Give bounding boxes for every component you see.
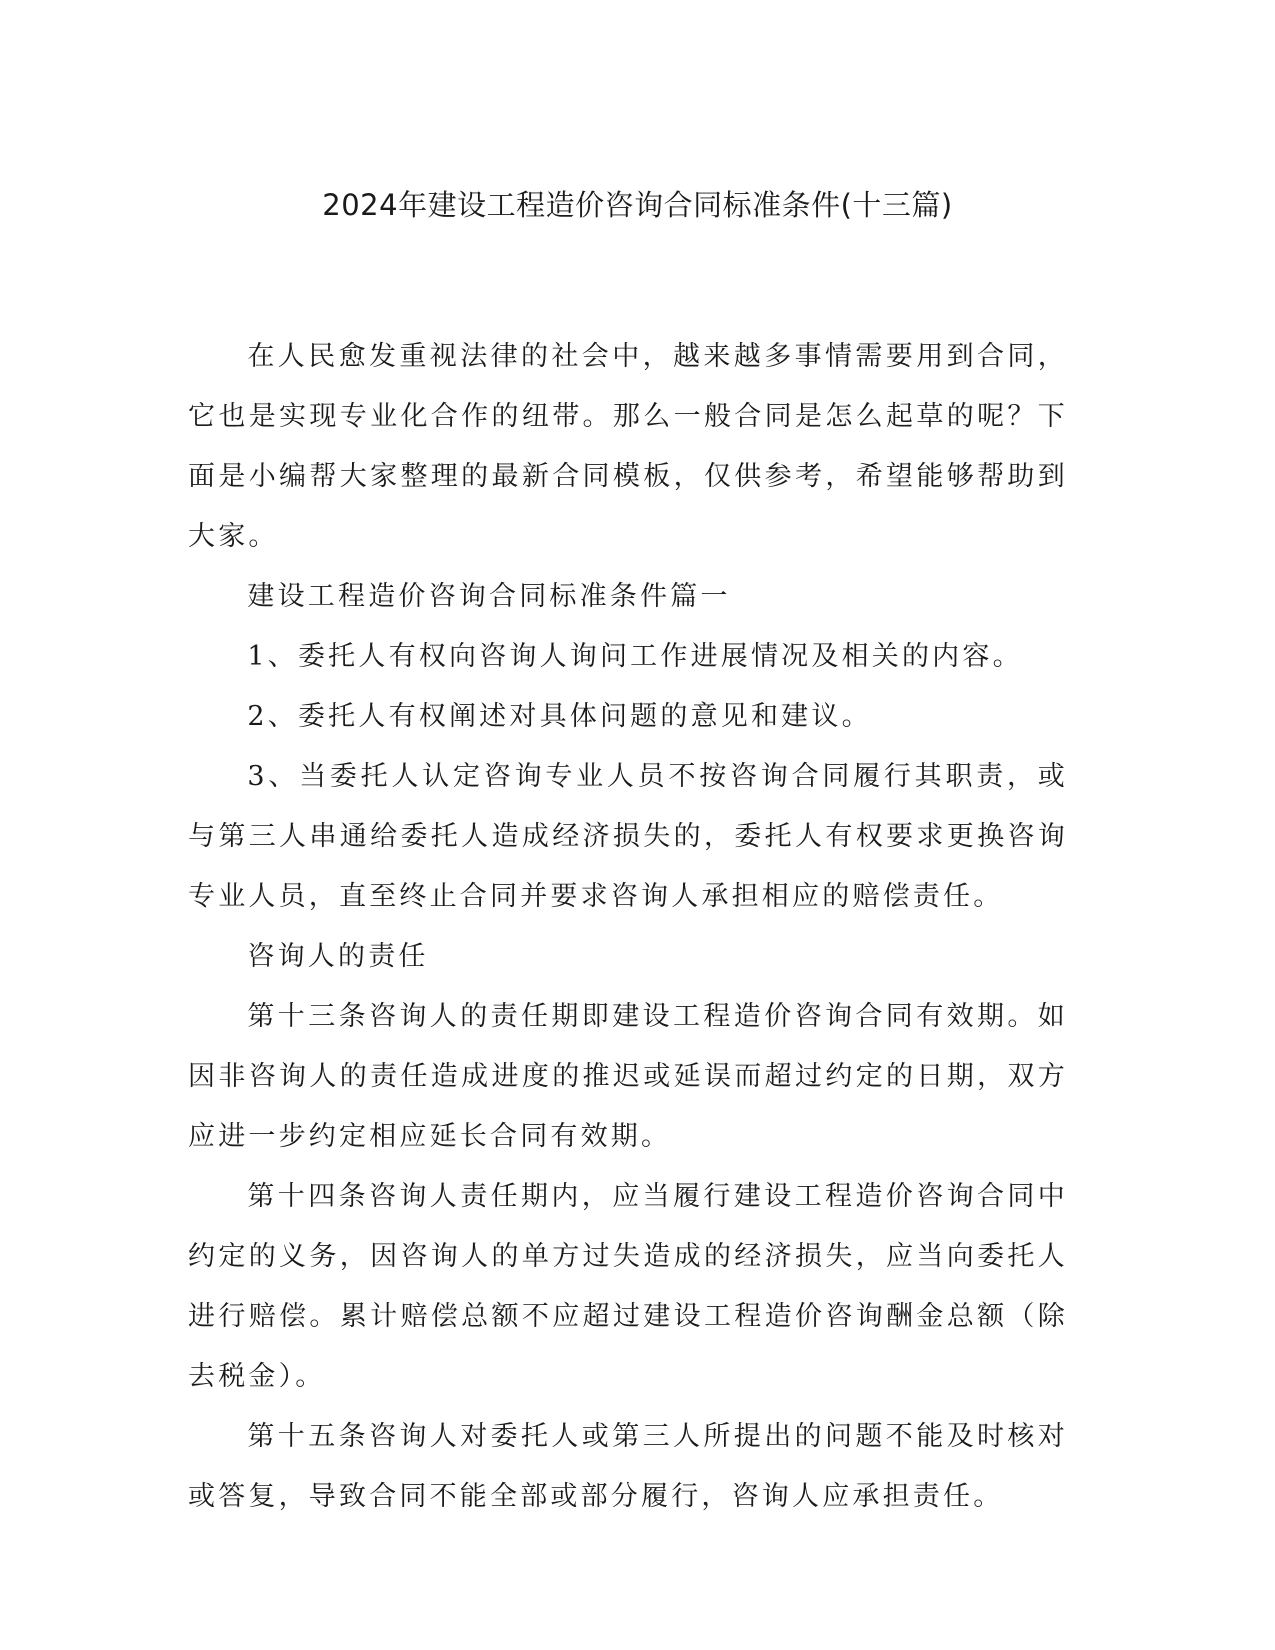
- article-14: 第十四条咨询人责任期内，应当履行建设工程造价咨询合同中约定的义务，因咨询人的单方过失造成的经济损失，应当向委托人进行赔偿。累计赔偿总额不应超过建设工程造价咨询酬金总额（除去税金）。: [188, 1181, 1068, 1392]
- article-13: 第十三条咨询人的责任期即建设工程造价咨询合同有效期。如因非咨询人的责任造成进度的推迟或延误而超过约定的日期，双方应进一步约定相应延长合同有效期。: [188, 1001, 1068, 1152]
- section-heading-part-one: 建设工程造价咨询合同标准条件篇一: [247, 581, 731, 612]
- document-body: [188, 327, 1068, 1527]
- intro-paragraph: 在人民愈发重视法律的社会中，越来越多事情需要用到合同，它也是实现专业化合作的纽带。那么一般合同是怎么起草的呢？下面是小编帮大家整理的最新合同模板，仅供参考，希望能够帮助到大家。: [188, 341, 1068, 552]
- section-heading-consultant-liability: 咨询人的责任: [247, 941, 429, 972]
- article-15: 第十五条咨询人对委托人或第三人所提出的问题不能及时核对或答复，导致合同不能全部或部分履行，咨询人应承担责任。: [188, 1421, 1068, 1512]
- clause-item-3: 3、当委托人认定咨询专业人员不按咨询合同履行其职责，或与第三人串通给委托人造成经济损失的，委托人有权要求更换咨询专业人员，直至终止合同并要求咨询人承担相应的赔偿责任。: [188, 761, 1068, 912]
- document-title: 2024年建设工程造价咨询合同标准条件(十三篇): [322, 188, 953, 222]
- clause-item-1: 1、委托人有权向咨询人询问工作进展情况及相关的内容。: [247, 641, 1023, 672]
- clause-item-2: 2、委托人有权阐述对具体问题的意见和建议。: [247, 701, 872, 732]
